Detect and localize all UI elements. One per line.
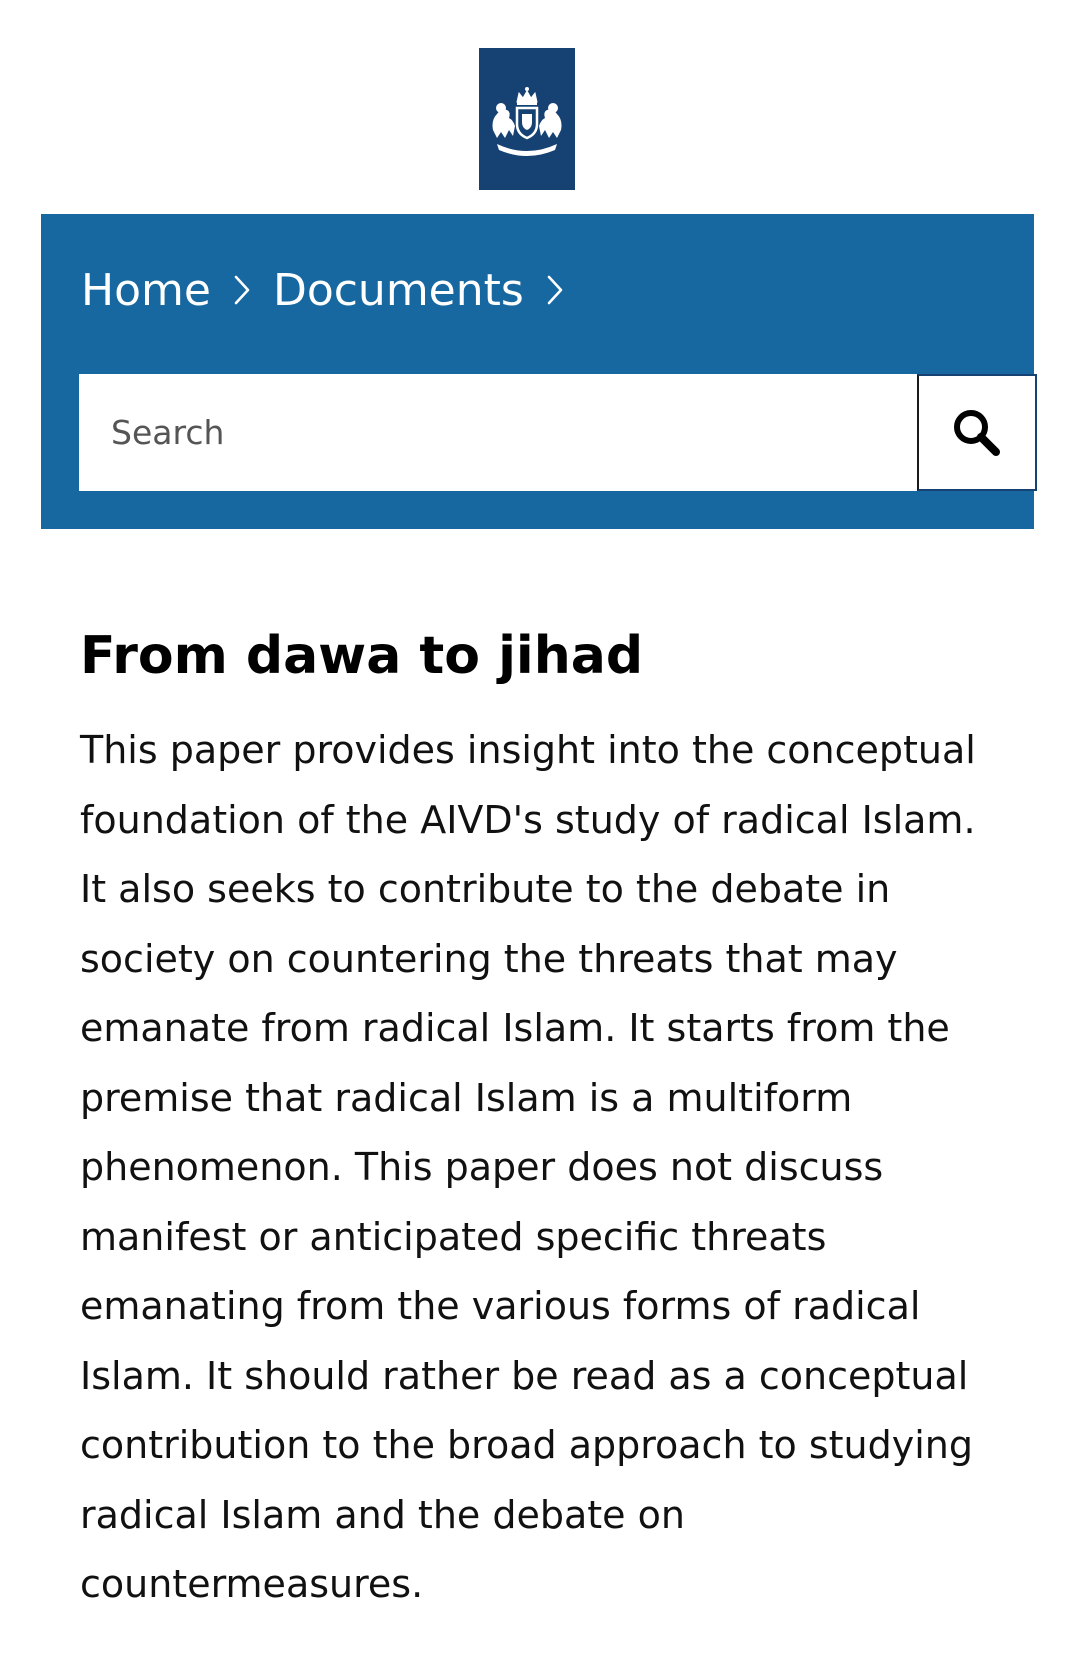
chevron-right-icon	[546, 274, 564, 306]
search-input[interactable]	[79, 374, 919, 491]
coat-of-arms-icon	[479, 48, 575, 190]
breadcrumb-home[interactable]: Home	[81, 264, 211, 316]
search-icon	[950, 406, 1004, 460]
page-title: From dawa to jihad	[80, 626, 644, 686]
breadcrumb-documents[interactable]: Documents	[272, 264, 524, 316]
government-logo[interactable]	[479, 48, 575, 190]
navigation-banner	[41, 214, 1034, 529]
search-bar	[79, 374, 1037, 491]
chevron-right-icon	[233, 274, 251, 306]
breadcrumb	[81, 260, 564, 320]
document-summary: This paper provides insight into the conceptual foundation of the AIVD's study of radical Islam. It also seeks to contribute to the debate in society on countering the threats that may emanate from radical Islam. It starts from the premise that radical Islam is a multiform phenomenon. This paper does not discuss manifest or anticipated specific threats emanating from the various forms of radical Islam. It should rather be read as a conceptual contribution to the broad approach to studying radical Islam and the debate on countermeasures.	[80, 728, 976, 1606]
search-button[interactable]	[917, 374, 1037, 491]
document-content	[80, 620, 1000, 1620]
